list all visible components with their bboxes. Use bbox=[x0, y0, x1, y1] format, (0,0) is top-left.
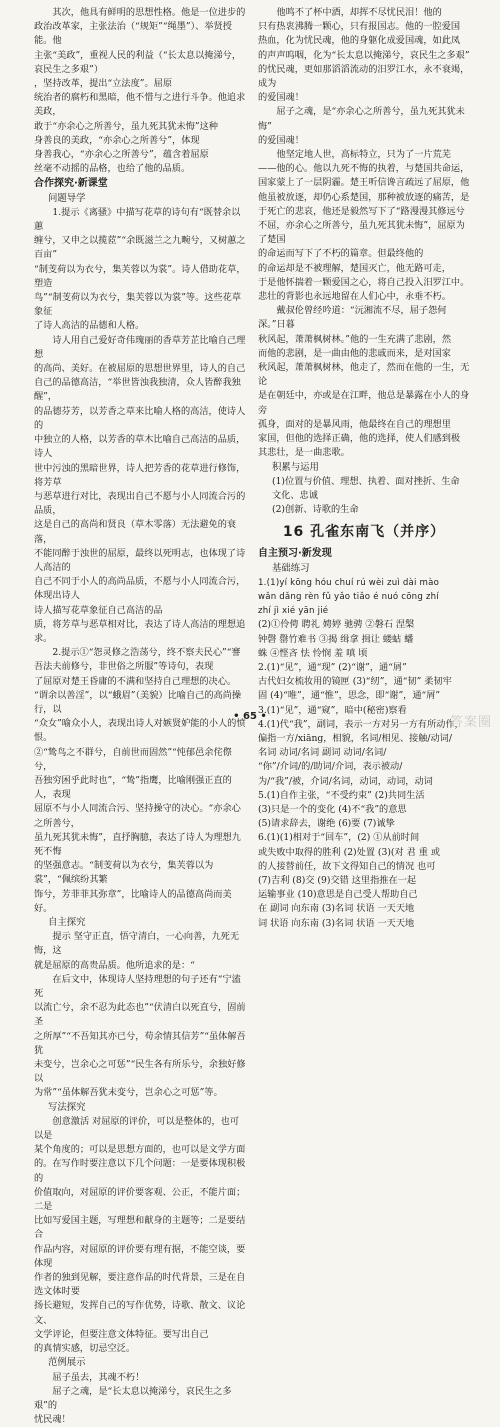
text-line: ②“鸷鸟之不群兮，自前世而固然”“忳郁邑余侘傺兮， bbox=[34, 746, 246, 774]
text-line: 饰兮，芳菲菲其弥章”，比喻诗人的品德高尚而美好。 bbox=[34, 888, 246, 916]
text-line: 运输事业 (10)意思是自己受人帮助自己 bbox=[258, 888, 470, 902]
text-line: 主张“美政”，重视人民的利益（“长太息以掩涕兮，哀民生之多艰”） bbox=[34, 49, 246, 77]
text-line: 的忧民魂，更如那滔滔流动的汨罗江水，永不衰竭，成为 bbox=[258, 63, 470, 91]
text-line: 不屈，亦余心之所善兮，虽九死其犹未悔”，屈原为了楚国 bbox=[258, 219, 470, 247]
text-line: 质，将芳草与恶草相对比，表达了诗人高洁的理想追求。 bbox=[34, 618, 246, 646]
text-line: 1.提示《离骚》中描写花草的诗句有“既替余以蕙 bbox=[34, 206, 246, 234]
text-line: 创意激活 对屈原的评价，可以是整体的，也可以是 bbox=[34, 1115, 246, 1143]
answer-1-continued bbox=[34, 334, 246, 646]
text-line: 他坚定地人世，高标特立，只为了一片荒芜 bbox=[258, 148, 470, 162]
text-line: 为常”“虽体解吾犹未变兮，岂余心之可惩”等。 bbox=[34, 1086, 246, 1100]
text-line: 而他的悲剧，是一曲由他的悲戚而来，是对国家 bbox=[258, 347, 470, 361]
text-line: “谓余以善淫”，以“蛾眉”（美貌）比喻自己的高尚操行，以 bbox=[34, 689, 246, 717]
text-line: 偏指一方/xiāng，相貌，名词/相见、接触/动词/ bbox=[258, 732, 470, 746]
subsection-heading: 写法探究 bbox=[34, 1101, 246, 1115]
text-line: 的坚强意志。“制芰荷以为衣兮，集芙蓉以为裳”，“佩缤纷其繁 bbox=[34, 859, 246, 887]
text-line: (2)①伶俜 聘礼 娉婷 驰骋 ②磐石 涅槃 bbox=[258, 618, 470, 632]
text-line: 身善我心，“亦余心之所善兮”，蕴含着屈原 bbox=[34, 148, 246, 162]
text-line: 了屈原对楚王昏庸的不满和坚持自己理想的决心。 bbox=[34, 675, 246, 689]
text-line: 或失败中取得的胜利 (2)处置 (3)(对 君 重 或 bbox=[258, 846, 470, 860]
text-line: ——他的心。他以九死不悔的执着，与楚国共命运， bbox=[258, 162, 470, 176]
pinyin-line: 1.(1)yí kōng hóu chuí rú wèi zuì dài mào bbox=[258, 576, 470, 590]
text-line: 身善良的美政，“亦余心之所善兮”，体现 bbox=[34, 134, 246, 148]
text-line: 之所厚”“不吾知其亦已兮，苟余情其信芳”“虽体解吾犹 bbox=[34, 1030, 246, 1058]
text-line: 作者的独到见解，要注意作品的时代背景，三是在自选文体时要 bbox=[34, 1271, 246, 1299]
watermark: 答案圈 bbox=[450, 716, 492, 730]
text-line: 2.提示①“怨灵修之浩荡兮，终不察夫民心”“謇 bbox=[34, 646, 246, 660]
exercise-answers bbox=[258, 618, 470, 930]
text-line: 2.(1)“见”，通“现” (2)“谢”，通“屑” bbox=[258, 661, 470, 675]
text-line: 孤身，面对的是暴风雨，他最终在自己的理想里 bbox=[258, 418, 470, 432]
pinyin-line: wǎn dǎng rèn fǔ yǎo tiǎo é nuó cōng zhí bbox=[258, 590, 470, 604]
text-line: 吾独穷困乎此时也”，“鸷”指鹰，比喻刚强正直的人，表现 bbox=[34, 774, 246, 802]
section-heading: 自主预习·新发现 bbox=[258, 547, 470, 561]
text-line: 某个角度的；可以是思想方面的，也可以是文学方面 bbox=[34, 1143, 246, 1157]
unit-title: 16 孔雀东南飞（并序） bbox=[258, 521, 470, 543]
text-line: 的声声呜咽，化为“长太息以掩涕兮，哀民生之多艰” bbox=[258, 49, 470, 63]
text-line: 其次，他具有鲜明的思想性格。他是一位进步的 bbox=[34, 6, 246, 20]
text-line: 中独立的人格，以芳香的草木比喻自己高洁的品质，诗人 bbox=[34, 433, 246, 461]
text-line: 5.(1)自作主张，“不受约束” (2)共同生活 bbox=[258, 789, 470, 803]
text-line: 的命运却是不被理解，楚国灭亡，他无路可走， bbox=[258, 262, 470, 276]
essay-paragraph bbox=[258, 105, 470, 148]
text-line: 提示 坚守正直，悟守清白，一心向善，九死无悔，这 bbox=[34, 930, 246, 958]
text-line: 于是他怀揣着一颗爱国之心，将自己投入汨罗江中。 bbox=[258, 276, 470, 290]
text-line: (5)请求辞去，谢绝 (6)要 (7)诚挚 bbox=[258, 817, 470, 831]
text-line: 以流亡兮，余不忍为此态也”“伏清白以死直兮，固前圣 bbox=[34, 1001, 246, 1029]
text-line: 3.(1)“见”，通“窥”，暗中(秘密)察看 bbox=[258, 704, 470, 718]
essay-paragraph bbox=[258, 148, 470, 304]
text-line: 作品内容，对屈原的评价要有理有据，不能空谈，要体现 bbox=[34, 1243, 246, 1271]
self-study-answer bbox=[34, 930, 246, 1100]
text-line: 国家蒙上了一层阴霾。楚王听信谗言疏远了屈原，他 bbox=[258, 176, 470, 190]
text-line: 的真情实感，切忌空泛。 bbox=[34, 1342, 246, 1356]
text-line: 诗人用自己爱好奇伟瑰丽的香草芳芷比喻自己理想 bbox=[34, 334, 246, 362]
text-line: 在后文中，体现诗人坚持理想的句子还有“宁溘死 bbox=[34, 973, 246, 1001]
text-line: 吾法夫前修兮，非世俗之所服”等诗句，表现 bbox=[34, 660, 246, 674]
text-line: (7)吉利 (8)交 (9)交错 这里指推在一起 bbox=[258, 874, 470, 888]
text-line: 他虽被放逐，却仍心系楚国，那种被放逐的痛苦，是 bbox=[258, 191, 470, 205]
text-line: 敢于“亦余心之所善兮，虽九死其犹未悔”这种 bbox=[34, 120, 246, 134]
accumulation-answer bbox=[258, 475, 470, 518]
text-line: (3)只是一个的变化 (4)不“我”的意思 bbox=[258, 803, 470, 817]
subsection-heading: 范例展示 bbox=[34, 1356, 246, 1370]
text-line: 屈子之魂，是“长太息以掩涕兮，哀民生之多艰”的 bbox=[34, 1385, 246, 1413]
text-line: 蛛 ④悭吝 怯 怜悯 羞 嗔 顷 bbox=[258, 647, 470, 661]
text-line: ，坚持改革，提出“立法度”。屈原 bbox=[34, 77, 246, 91]
intro-block bbox=[34, 6, 246, 176]
text-line: 的高尚、美好。在被屈原的思想世界里，诗人的自己 bbox=[34, 362, 246, 376]
text-line: 这是自己的高尚和贤良（草木零落）无法避免的衰落， bbox=[34, 518, 246, 546]
text-line: 了诗人高洁的品德和人格。 bbox=[34, 319, 246, 333]
text-line: 鸟”“制芰荷以为衣兮，集芙蓉以为裳”等。这些花草象征 bbox=[34, 291, 246, 319]
text-line: “制芰荷以为衣兮，集芙蓉以为裳”。诗人借助花草，塑造 bbox=[34, 263, 246, 291]
text-line: 屈子之魂，是“亦余心之所善兮，虽九死其犹未悔” bbox=[258, 105, 470, 133]
text-line: (2)创新、诗歌的生命 bbox=[272, 503, 470, 517]
text-line: 文化、忠诚 bbox=[272, 489, 470, 503]
example-block bbox=[34, 1371, 246, 1427]
text-line: 政治改革家，主张法治（“规矩”“绳墨”）、举贤授能。他 bbox=[34, 20, 246, 48]
writing-method-answer bbox=[34, 1115, 246, 1356]
text-line: 的人接替前任，故下文得知自己的情况 也可 bbox=[258, 860, 470, 874]
text-line: 6.(1)(1)相对于“回车”，(2) ①从前时间 bbox=[258, 831, 470, 845]
text-line: (1)位置与价值、理想、执着、面对挫折、生命 bbox=[272, 475, 470, 489]
text-line: 忧民魂！ bbox=[34, 1413, 246, 1427]
text-line: 悲壮的背影也永远地留在人们心中，永垂不朽。 bbox=[258, 290, 470, 304]
text-line: 秋风起，萧萧枫树林，他走了，然而在他的一生，无论 bbox=[258, 361, 470, 389]
text-line: 在 副词 向东南 (3)名词 状语 一天天地 bbox=[258, 902, 470, 916]
text-line: 缠兮，又申之以揽茝”“余既滋兰之九畹兮，又树蕙之百亩” bbox=[34, 234, 246, 262]
text-line: 自己的品德高洁，“举世皆浊我独清，众人皆醉我独醒”， bbox=[34, 376, 246, 404]
text-line: 与恶草进行对比，表现出自己不愿与小人同流合污的品质， bbox=[34, 490, 246, 518]
text-line: 于死亡的悲哀，他还是毅然写下了“路漫漫其修远兮 bbox=[258, 205, 470, 219]
text-line: 的爱国魂！ bbox=[258, 91, 470, 105]
essay-paragraph bbox=[258, 6, 470, 105]
subsection-heading: 积累与运用 bbox=[258, 461, 470, 475]
answer-1 bbox=[34, 206, 246, 334]
text-line: 不能同醉于浊世的屈原，最终以死明志，也体现了诗人高洁的 bbox=[34, 547, 246, 575]
text-line: 未变兮，岂余心之可惩”“民生各有所乐兮，余独好修以 bbox=[34, 1058, 246, 1086]
pinyin-line: zhí jì xié yān jié bbox=[258, 604, 470, 618]
text-line: 的。在写作时要注意以下几个问题：一是要体现积极的 bbox=[34, 1157, 246, 1185]
answer-2 bbox=[34, 646, 246, 916]
text-line: 名词 动词/名词 副词 动词/名词/ bbox=[258, 746, 470, 760]
text-line: “众女”喻众小人，表现出诗人对嫉贤妒能的小人的愤恨。 bbox=[34, 717, 246, 745]
text-line: 为/“我”/被，介词/名词，动词，动词，动词 bbox=[258, 775, 470, 789]
text-line: 4.(1)代“我”，副词，表示一方对另一方有所动作， bbox=[258, 718, 470, 732]
text-line: 价值取向，对屈原的评价要客观、公正，不能片面；二是 bbox=[34, 1186, 246, 1214]
text-line: 扬长避短，发挥自己的写作优势，诗歌、散文、议论文、 bbox=[34, 1299, 246, 1327]
text-line: 屈原不与小人同流合污、坚持操守的决心。“亦余心之所善兮， bbox=[34, 802, 246, 830]
text-line: 固 (4)“唯”，通“惟”，思念，即“谢”，通“屑” bbox=[258, 689, 470, 703]
subsection-heading: 自主探究 bbox=[34, 916, 246, 930]
text-line: 自己不同于小人的高尚品质，不愿与小人同流合污，体现出诗人 bbox=[34, 575, 246, 603]
text-line: 是在朝廷中，亦或是在江畔，他总是暴露在小人的身旁 bbox=[258, 389, 470, 417]
text-line: “你”/介词/的/助词/介词，表示被动/ bbox=[258, 760, 470, 774]
pinyin-answer bbox=[258, 576, 470, 619]
text-line: 古代妇女梳妆用的镜匣 (3)“纫”，通“韧” 柔韧牢 bbox=[258, 675, 470, 689]
text-line: 词 状语 向东南 (3)名词 状语 一天天地 bbox=[258, 917, 470, 931]
essay-paragraph bbox=[258, 304, 470, 460]
text-line: 比如写爱国主题，写理想和献身的主题等；二是要结合 bbox=[34, 1214, 246, 1242]
text-line: 世中污浊的黑暗世界，诗人把芳香的花草进行修饰，将芳草 bbox=[34, 462, 246, 490]
section-heading: 合作探究·新课堂 bbox=[34, 177, 246, 191]
page-number: • 65 • bbox=[0, 710, 500, 724]
text-line: 的爱国魂！ bbox=[258, 134, 470, 148]
text-line: 戴叔伦曾经吟道：“沅湘流不尽，屈子怨何深。”日暮 bbox=[258, 304, 470, 332]
text-line: 热血，化为忧民魂，他的身躯化成爱国魂，如此凤 bbox=[258, 34, 470, 48]
text-line: 就是屈原的高贵品质。他所追求的是：“ bbox=[34, 959, 246, 973]
text-line: 文学评论，但要注意文体特征。要写出自己 bbox=[34, 1328, 246, 1342]
text-line: 虽九死其犹未悔”，直抒胸臆，表达了诗人为理想九死不悔 bbox=[34, 831, 246, 859]
text-line: 家国，但他的选择正确，他的选择，使人们感到极 bbox=[258, 432, 470, 446]
text-line: 的命运而写下了不朽的篇章。但最终他的 bbox=[258, 247, 470, 261]
text-line: 诗人描写花草象征自己高洁的品 bbox=[34, 604, 246, 618]
text-line: 丝毫不动摇的品格，也给了他的品质。 bbox=[34, 162, 246, 176]
subsection-heading: 基础练习 bbox=[258, 562, 470, 576]
text-line: 屈子虽去，其魂不朽！ bbox=[34, 1371, 246, 1385]
text-line: 的品德芬芳，以芳香之草来比喻人格的高洁，使诗人的 bbox=[34, 405, 246, 433]
text-line: 他鸣不了杯中酒，却挥不尽忧民泪！他的 bbox=[258, 6, 470, 20]
text-line: 钟磬 罄竹难书 ③揭 缉拿 揖让 蝼蛄 蟠 bbox=[258, 633, 470, 647]
text-line: 只有热衷沸腾一颗心，只有报国志。他的一腔爱国 bbox=[258, 20, 470, 34]
subsection-heading: 问题导学 bbox=[34, 192, 246, 206]
right-column bbox=[258, 6, 470, 931]
text-line: 统治者的腐朽和黑暗，他不惜与之进行斗争。他追求美政， bbox=[34, 91, 246, 119]
text-line: 秋风起，萧萧枫树林。”他的一生充满了悲剧，然 bbox=[258, 333, 470, 347]
text-line: 其悲壮，是一曲悲歌。 bbox=[258, 446, 470, 460]
